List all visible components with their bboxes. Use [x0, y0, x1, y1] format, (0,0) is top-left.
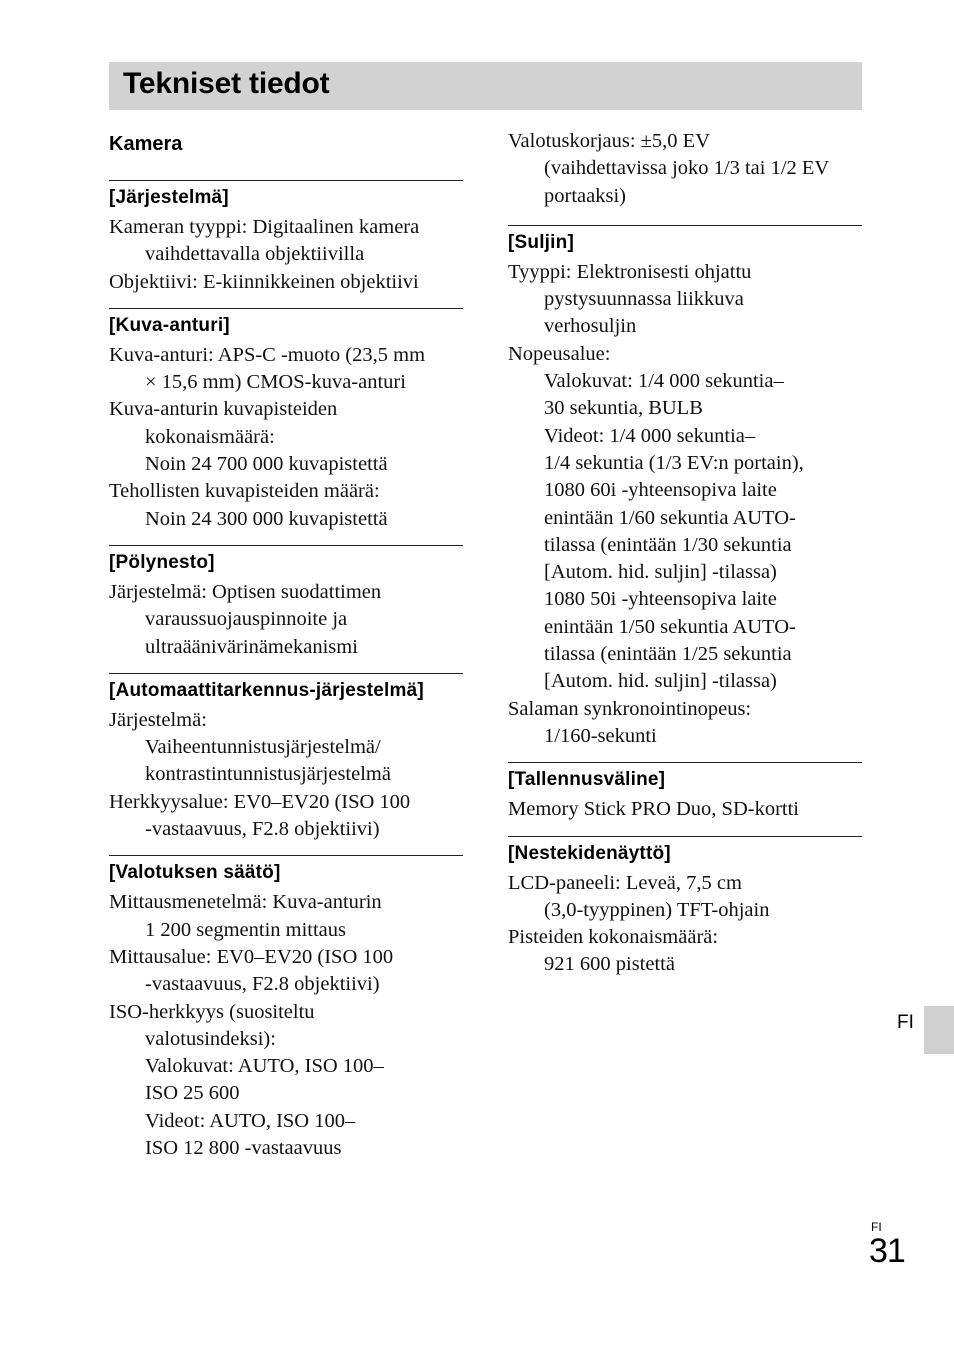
section-title: [Suljin] [508, 231, 574, 253]
camera-heading: Kamera [109, 133, 183, 155]
page-number: 31 [869, 1232, 905, 1270]
spec-line: 1/160-sekunti [544, 724, 657, 747]
spec-line: Objektiivi: E-kiinnikkeinen objektiivi [109, 270, 419, 293]
spec-line: enintään 1/50 sekuntia AUTO- [544, 615, 796, 638]
spec-section [109, 545, 463, 661]
spec-section [508, 762, 862, 823]
title-bar [109, 62, 862, 110]
left-sections [109, 180, 463, 1162]
spec-line: valotusindeksi): [145, 1027, 276, 1050]
spec-line: Noin 24 300 000 kuvapistettä [145, 507, 388, 530]
exposure-compensation-block [508, 128, 862, 210]
spec-line: varaussuojauspinnoite ja [145, 608, 348, 631]
right-column [508, 128, 862, 979]
spec-line: Valotuskorjaus: ±5,0 EV [508, 130, 710, 152]
spec-line: 1080 60i -yhteensopiva laite [544, 479, 777, 502]
spec-line: 921 600 pistettä [544, 953, 675, 976]
spec-line: [Autom. hid. suljin] -tilassa) [544, 670, 777, 693]
spec-line: Memory Stick PRO Duo, SD-kortti [508, 798, 799, 821]
spec-section [109, 673, 463, 843]
spec-line: Tyyppi: Elektronisesti ohjattu [508, 260, 752, 283]
section-title: [Pölynesto] [109, 551, 215, 573]
section-title: [Kuva-anturi] [109, 314, 230, 336]
left-column [109, 128, 463, 1162]
footer-language: FI [871, 1220, 882, 1234]
spec-line: Mittausalue: EV0–EV20 (ISO 100 [109, 945, 394, 968]
spec-line: 30 sekuntia, BULB [544, 397, 703, 420]
spec-line: verhosuljin [544, 315, 637, 338]
spec-line: Valokuvat: AUTO, ISO 100– [145, 1055, 384, 1078]
spec-line: (vaihdettavissa joko 1/3 tai 1/2 EV [544, 157, 830, 180]
spec-section [109, 180, 463, 296]
spec-line: Kuva-anturin kuvapisteiden [109, 398, 338, 421]
spec-line: Tehollisten kuvapisteiden määrä: [109, 480, 380, 503]
spec-line: Nopeusalue: [508, 342, 611, 365]
section-title: [Nestekidenäyttö] [508, 842, 671, 864]
spec-line: enintään 1/60 sekuntia AUTO- [544, 506, 796, 529]
spec-line: 1/4 sekuntia (1/3 EV:n portain), [544, 451, 804, 474]
spec-line: 1 200 segmentin mittaus [145, 918, 346, 941]
spec-section [508, 225, 862, 750]
spec-line: vaihdettavalla objektiivilla [145, 243, 365, 266]
spec-line: Vaiheentunnistusjärjestelmä/ [145, 736, 381, 759]
spec-line: Herkkyysalue: EV0–EV20 (ISO 100 [109, 790, 411, 813]
spec-line: Noin 24 700 000 kuvapistettä [145, 453, 388, 476]
page-title: Tekniset tiedot [123, 67, 330, 100]
spec-line: -vastaavuus, F2.8 objektiivi) [145, 973, 380, 996]
spec-line: pystysuunnassa liikkuva [544, 288, 744, 311]
spec-line: tilassa (enintään 1/25 sekuntia [544, 643, 792, 666]
spec-line: -vastaavuus, F2.8 objektiivi) [145, 818, 380, 841]
section-title: [Tallennusväline] [508, 769, 666, 791]
section-title: [Automaattitarkennus-järjestelmä] [109, 679, 424, 701]
spec-line: Videot: AUTO, ISO 100– [145, 1109, 356, 1132]
spec-line: ultraäänivärinämekanismi [145, 635, 358, 658]
spec-line: Kuva-anturi: APS-C -muoto (23,5 mm [109, 343, 426, 366]
side-language-tab [924, 1006, 954, 1054]
spec-line: Kameran tyyppi: Digitaalinen kamera [109, 216, 420, 238]
right-sections [508, 225, 862, 979]
spec-line: portaaksi) [544, 184, 626, 207]
spec-line: [Autom. hid. suljin] -tilassa) [544, 561, 777, 584]
spec-line: kokonaismäärä: [145, 425, 275, 448]
spec-section [508, 836, 862, 979]
spec-line: Järjestelmä: Optisen suodattimen [109, 580, 382, 603]
spec-line: tilassa (enintään 1/30 sekuntia [544, 533, 792, 556]
spec-line: kontrastintunnistusjärjestelmä [145, 763, 391, 786]
section-title: [Valotuksen säätö] [109, 862, 281, 884]
side-language-label: FI [897, 1012, 914, 1033]
spec-line: Järjestelmä: [109, 708, 207, 731]
spec-line: (3,0-tyyppinen) TFT-ohjain [544, 898, 770, 921]
spec-line: Videot: 1/4 000 sekuntia– [544, 424, 756, 447]
spec-line: ISO 12 800 -vastaavuus [145, 1137, 342, 1160]
spec-line: Valokuvat: 1/4 000 sekuntia– [544, 370, 784, 393]
section-title: [Järjestelmä] [109, 187, 229, 208]
spec-line: × 15,6 mm) CMOS-kuva-anturi [145, 371, 406, 394]
spec-section [109, 308, 463, 533]
spec-line: Salaman synkronointinopeus: [508, 697, 752, 720]
spec-line: 1080 50i -yhteensopiva laite [544, 588, 777, 611]
spec-line: ISO-herkkyys (suositeltu [109, 1000, 315, 1023]
spec-line: Mittausmenetelmä: Kuva-anturin [109, 891, 382, 914]
spec-line: Pisteiden kokonaismäärä: [508, 926, 719, 949]
spec-line: ISO 25 600 [145, 1082, 240, 1105]
spec-section [109, 855, 463, 1162]
spec-line: LCD-paneeli: Leveä, 7,5 cm [508, 871, 742, 894]
